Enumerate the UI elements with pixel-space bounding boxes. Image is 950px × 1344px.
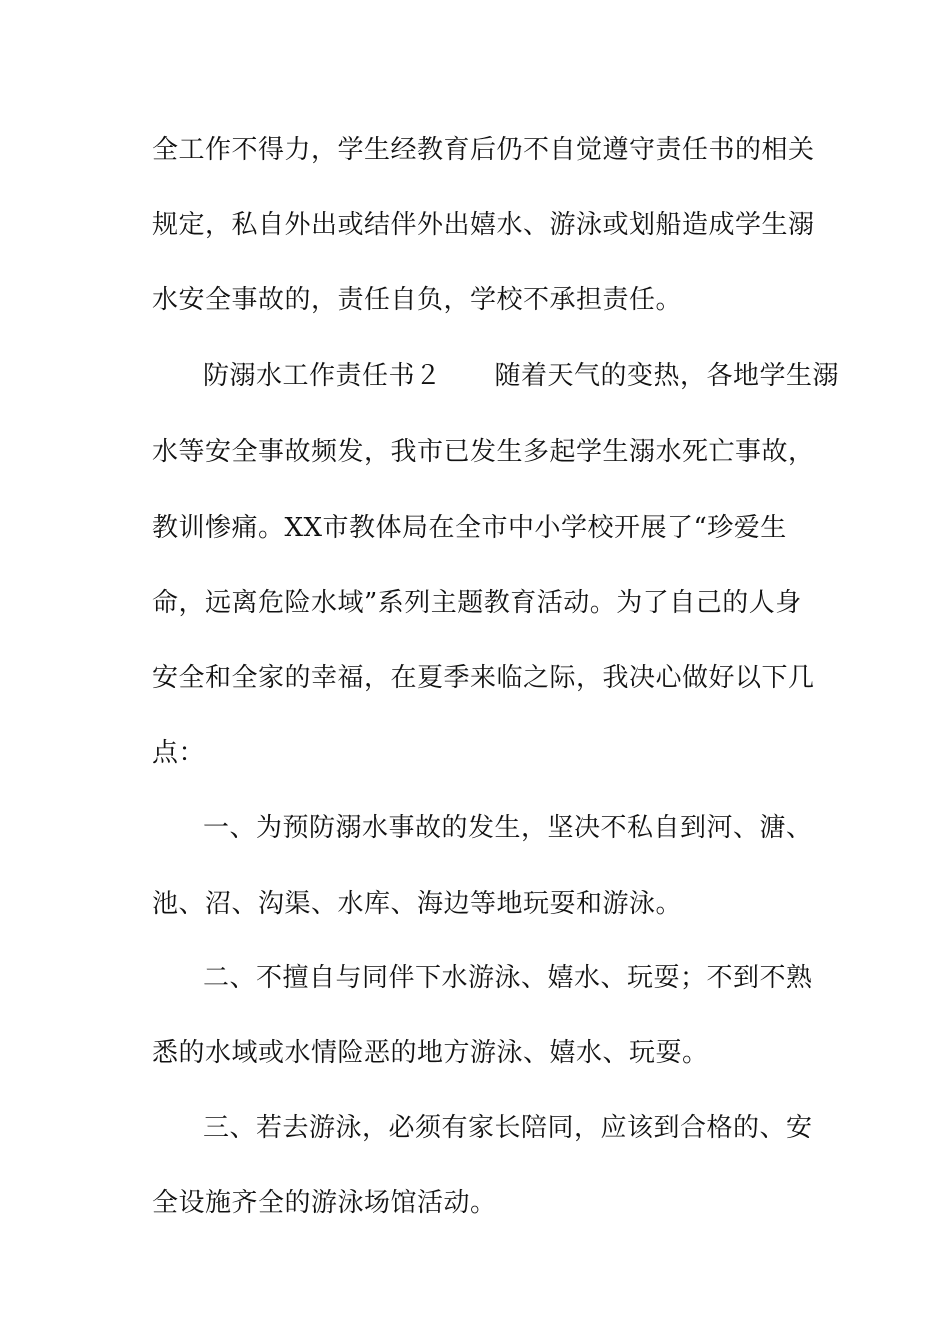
section-heading-line: 防溺水工作责任书２ 随着天气的变热，各地学生溺 xyxy=(203,361,840,391)
text-line: 安全和全家的幸福，在夏季来临之际，我决心做好以下几 xyxy=(152,663,815,693)
text-line: 全工作不得力，学生经教育后仍不自觉遵守责任书的相关 xyxy=(152,135,815,165)
text-line: 悉的水域或水情险恶的地方游泳、嬉水、玩耍。 xyxy=(152,1038,709,1068)
list-item-line: 一、为预防溺水事故的发生，坚决不私自到河、溏、 xyxy=(203,813,813,843)
text-line: 命，远离危险水域”系列主题教育活动。为了自己的人身 xyxy=(152,588,802,618)
text-line: 水安全事故的，责任自负，学校不承担责任。 xyxy=(152,285,683,315)
text-line: 教训惨痛。XX市教体局在全市中小学校开展了“珍爱生 xyxy=(152,513,787,543)
list-item-line: 二、不擅自与同伴下水游泳、嬉水、玩耍；不到不熟 xyxy=(203,963,813,993)
text-line: 池、沼、沟渠、水库、海边等地玩耍和游泳。 xyxy=(152,889,683,919)
text-line: 水等安全事故频发，我市已发生多起学生溺水死亡事故， xyxy=(152,437,815,467)
text-line: 全设施齐全的游泳场馆活动。 xyxy=(152,1188,497,1218)
text-line: 规定，私自外出或结伴外出嬉水、游泳或划船造成学生溺 xyxy=(152,210,815,240)
text-line: 点： xyxy=(152,738,206,768)
list-item-line: 三、若去游泳，必须有家长陪同，应该到合格的、安 xyxy=(203,1113,813,1143)
